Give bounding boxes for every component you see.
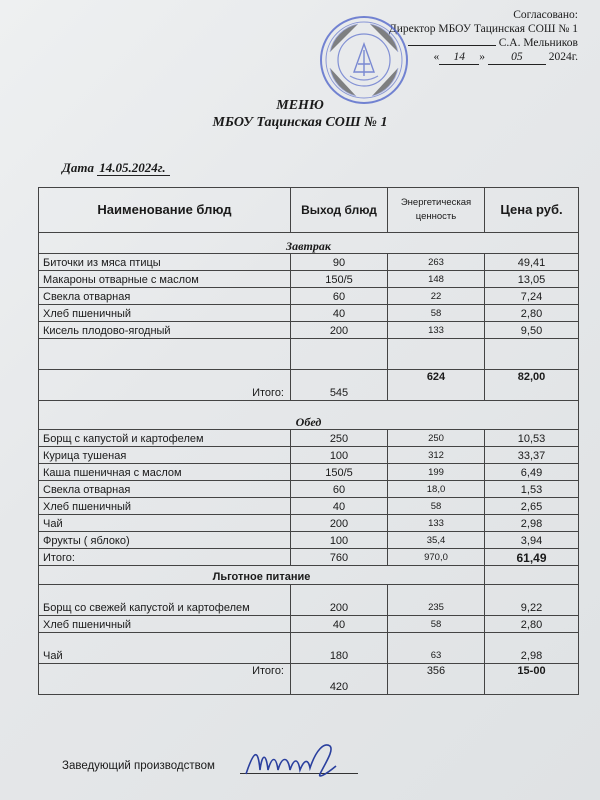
approval-heading: Согласовано:	[513, 9, 578, 21]
lunch-row	[39, 447, 579, 464]
dish-output: 90	[291, 254, 388, 271]
dish-energy: 263	[388, 254, 485, 271]
dish-name: Курица тушеная	[39, 447, 291, 464]
dish-output: 200	[291, 515, 388, 532]
dish-energy: 133	[388, 515, 485, 532]
approval-year: 2024г.	[548, 51, 578, 63]
dish-energy: 235	[388, 585, 485, 616]
dish-energy: 133	[388, 322, 485, 339]
dish-name: Свекла отварная	[39, 481, 291, 498]
dish-output: 250	[291, 430, 388, 447]
dish-output: 150/5	[291, 271, 388, 288]
dish-energy: 312	[388, 447, 485, 464]
section-lunch	[39, 401, 579, 430]
dish-energy: 18,0	[388, 481, 485, 498]
dish-energy: 58	[388, 305, 485, 322]
lunch-total-energy: 970,0	[388, 549, 485, 566]
dish-price: 7,24	[485, 288, 579, 305]
dish-energy: 63	[388, 633, 485, 664]
benefit-rows	[39, 585, 579, 664]
column-header-energy: Энергетическая ценность	[388, 188, 485, 233]
benefit-total-energy: 356	[388, 664, 485, 695]
date-line	[62, 160, 170, 176]
breakfast-spacer-row	[39, 339, 579, 370]
dish-name: Чай	[39, 633, 291, 664]
dish-output: 150/5	[291, 464, 388, 481]
benefit-row	[39, 585, 579, 616]
lunch-total-price: 61,49	[485, 549, 579, 566]
dish-energy: 58	[388, 616, 485, 633]
approval-name: С.А. Мельников	[498, 37, 578, 49]
lunch-row	[39, 481, 579, 498]
breakfast-row	[39, 322, 579, 339]
page-title: МЕНЮ	[276, 98, 324, 113]
dish-output: 40	[291, 616, 388, 633]
dish-energy: 58	[388, 498, 485, 515]
menu-table	[38, 187, 579, 695]
benefit-total-price: 15-00	[485, 664, 579, 695]
date-label: Дата	[62, 160, 94, 175]
benefit-total-output: 420	[291, 664, 388, 695]
section-title-benefit: Льготное питание	[39, 566, 485, 585]
dish-name: Борщ с капустой и картофелем	[39, 430, 291, 447]
table-header-row	[39, 188, 579, 233]
manager-label: Заведующий производством	[62, 760, 215, 772]
benefit-row	[39, 633, 579, 664]
dish-output: 40	[291, 498, 388, 515]
dish-price: 1,53	[485, 481, 579, 498]
breakfast-total-energy: 624	[388, 370, 485, 401]
approval-date-line: « 14 » 05 2024г.	[433, 51, 578, 63]
dish-price: 9,50	[485, 322, 579, 339]
section-title-lunch: Обед	[39, 401, 579, 430]
column-header-output: Выход блюд	[291, 188, 388, 233]
dish-name: Хлеб пшеничный	[39, 498, 291, 515]
dish-price: 2,65	[485, 498, 579, 515]
dish-energy: 199	[388, 464, 485, 481]
dish-name: Биточки из мяса птицы	[39, 254, 291, 271]
breakfast-row	[39, 288, 579, 305]
dish-output: 40	[291, 305, 388, 322]
column-header-name: Наименование блюд	[39, 188, 291, 233]
dish-price: 6,49	[485, 464, 579, 481]
official-stamp-icon	[318, 14, 410, 106]
approval-position: Директор МБОУ Тацинская СОШ № 1	[388, 23, 578, 35]
dish-name: Хлеб пшеничный	[39, 305, 291, 322]
section-breakfast	[39, 233, 579, 254]
dish-output: 60	[291, 288, 388, 305]
dish-energy: 22	[388, 288, 485, 305]
breakfast-total-price: 82,00	[485, 370, 579, 401]
school-name: МБОУ Тацинская СОШ № 1	[212, 115, 388, 130]
approval-day: 14	[439, 50, 479, 65]
dish-name: Каша пшеничная с маслом	[39, 464, 291, 481]
dish-output: 180	[291, 633, 388, 664]
dish-name: Чай	[39, 515, 291, 532]
lunch-rows	[39, 430, 579, 549]
dish-output: 100	[291, 532, 388, 549]
breakfast-row	[39, 254, 579, 271]
breakfast-total-row	[39, 370, 579, 401]
dish-name: Свекла отварная	[39, 288, 291, 305]
dish-energy: 250	[388, 430, 485, 447]
breakfast-rows	[39, 254, 579, 339]
dish-name: Фрукты ( яблоко)	[39, 532, 291, 549]
benefit-row	[39, 616, 579, 633]
lunch-row	[39, 515, 579, 532]
lunch-total-output: 760	[291, 549, 388, 566]
dish-output: 100	[291, 447, 388, 464]
dish-name: Макароны отварные с маслом	[39, 271, 291, 288]
dish-price: 2,80	[485, 305, 579, 322]
lunch-total-label: Итого:	[39, 549, 291, 566]
dish-price: 10,53	[485, 430, 579, 447]
section-title-breakfast: Завтрак	[39, 233, 579, 254]
lunch-total-row	[39, 549, 579, 566]
benefit-total-label: Итого:	[39, 664, 291, 695]
lunch-row	[39, 430, 579, 447]
dish-output: 60	[291, 481, 388, 498]
column-header-price: Цена руб.	[485, 188, 579, 233]
handwritten-signature-icon	[240, 740, 350, 782]
date-value: 14.05.2024г.	[97, 160, 169, 176]
breakfast-total-label: Итого:	[39, 370, 291, 401]
breakfast-total-output: 545	[291, 370, 388, 401]
lunch-row	[39, 532, 579, 549]
dish-price: 9,22	[485, 585, 579, 616]
dish-name: Кисель плодово-ягодный	[39, 322, 291, 339]
approval-month: 05	[488, 50, 546, 65]
breakfast-row	[39, 305, 579, 322]
dish-price: 49,41	[485, 254, 579, 271]
dish-output: 200	[291, 585, 388, 616]
dish-price: 2,98	[485, 515, 579, 532]
lunch-row	[39, 498, 579, 515]
dish-name: Борщ со свежей капустой и картофелем	[39, 585, 291, 616]
dish-output: 200	[291, 322, 388, 339]
dish-price: 2,80	[485, 616, 579, 633]
dish-name: Хлеб пшеничный	[39, 616, 291, 633]
dish-price: 33,37	[485, 447, 579, 464]
section-benefit	[39, 566, 579, 585]
dish-energy: 35,4	[388, 532, 485, 549]
dish-price: 2,98	[485, 633, 579, 664]
benefit-total-row	[39, 664, 579, 695]
lunch-row	[39, 464, 579, 481]
dish-price: 13,05	[485, 271, 579, 288]
dish-energy: 148	[388, 271, 485, 288]
breakfast-row	[39, 271, 579, 288]
dish-price: 3,94	[485, 532, 579, 549]
